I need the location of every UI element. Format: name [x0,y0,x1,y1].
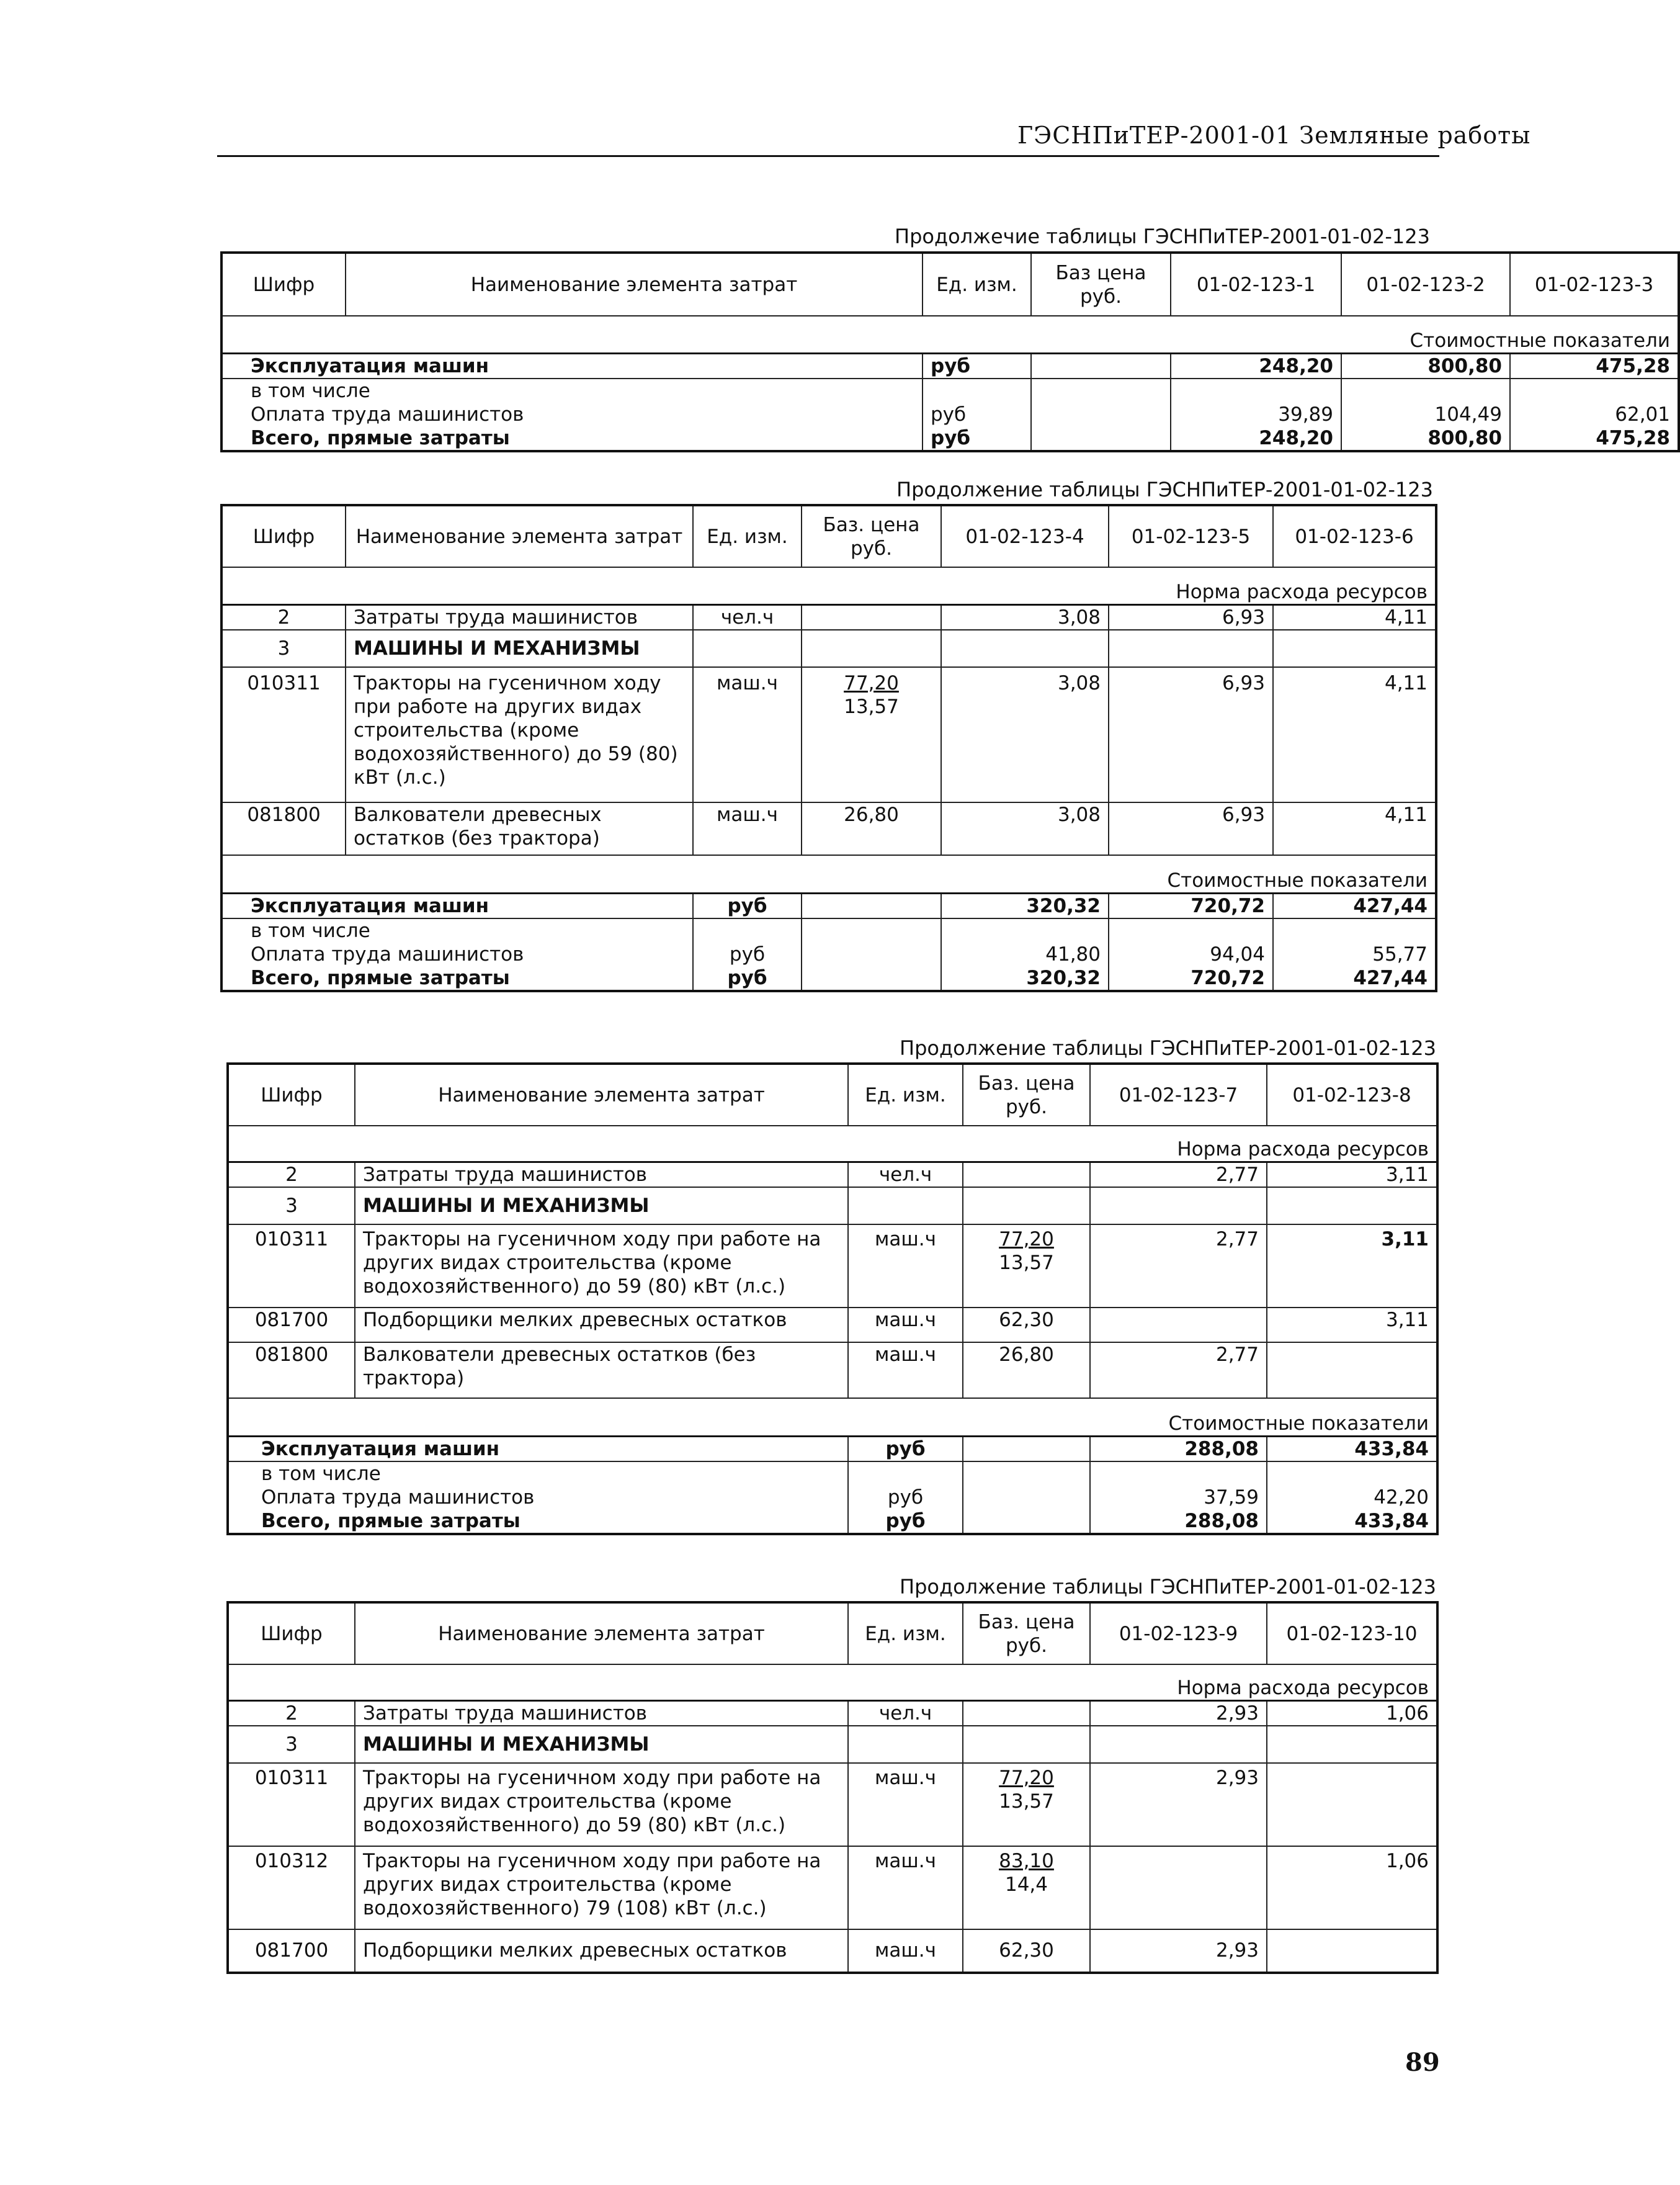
unit: чел.ч [693,604,802,630]
section-title: МАШИНЫ И МЕХАНИЗМЫ [346,630,693,667]
table-2 [220,504,1437,992]
row-name: Подборщики мелких древесных остатков [355,1308,848,1342]
col-price-header: Баз цена руб. [1031,253,1171,316]
row-code: 081700 [228,1308,355,1342]
row-code: 3 [228,1187,355,1224]
price: 26,80 [802,802,941,855]
price-salary: 14,4 [1004,1873,1048,1896]
unit: руб [693,943,802,966]
value: 288,08 [1090,1437,1267,1462]
col-header: 01-02-123-8 [1267,1064,1437,1126]
col-name-header: Наименование элемента затрат [346,505,693,567]
value: 104,49 [1341,403,1510,426]
value: 1,06 [1267,1846,1437,1929]
value: 4,11 [1273,802,1436,855]
table-4-caption: Продолжение таблицы ГЭСНПиТЕР-2001-01-02-123 [900,1575,1436,1599]
value: 3,08 [941,604,1109,630]
unit: руб [923,353,1031,379]
col-code-header: Шифр [228,1064,355,1126]
row-code: 081800 [228,1342,355,1398]
col-unit-header: Ед. изм. [848,1602,963,1664]
row-name: Валкователи древесных остатков (без трактора) [346,802,693,855]
row-name: Затраты труда машинистов [355,1700,848,1726]
price: 62,30 [963,1308,1090,1342]
value [1267,1929,1437,1973]
value: 248,20 [1171,426,1341,451]
col-header: 01-02-123-2 [1341,253,1510,316]
unit: чел.ч [848,1700,963,1726]
value: 427,44 [1273,966,1436,991]
price: 62,30 [963,1929,1090,1973]
running-header: ГЭСНПиТЕР-2001-01 Земляные работы [1017,122,1531,149]
row-code: 3 [221,630,346,667]
unit: руб [693,894,802,919]
col-header: 01-02-123-7 [1090,1064,1267,1126]
row-name: Валкователи древесных остатков (без трактора) [355,1342,848,1398]
value: 41,80 [941,943,1109,966]
value: 475,28 [1510,353,1679,379]
price [1031,353,1171,379]
price: 26,80 [963,1342,1090,1398]
table-1-caption: Продолжечие таблицы ГЭСНПиТЕР-2001-01-02-123 [895,225,1430,248]
price: 77,20 [999,1766,1054,1789]
value: 37,59 [1090,1486,1267,1509]
exp-label: Эксплуатация машин [228,1437,848,1462]
value: 55,77 [1273,943,1436,966]
section-title: МАШИНЫ И МЕХАНИЗМЫ [355,1187,848,1224]
total-label: Всего, прямые затраты [221,426,923,451]
col-header: 01-02-123-1 [1171,253,1341,316]
value: 427,44 [1273,894,1436,919]
col-header: 01-02-123-4 [941,505,1109,567]
incl-label: в том числе [221,379,923,403]
table-3 [226,1062,1439,1535]
unit: руб [848,1509,963,1534]
total-label: Всего, прямые затраты [221,966,693,991]
col-name-header: Наименование элемента затрат [346,253,923,316]
value: 475,28 [1510,426,1679,451]
unit: руб [693,966,802,991]
col-header: 01-02-123-6 [1273,505,1436,567]
row-name: Подборщики мелких древесных остатков [355,1929,848,1973]
incl-label: в том числе [228,1461,848,1486]
value: 3,08 [941,802,1109,855]
value: 800,80 [1341,353,1510,379]
pay-label: Оплата труда машинистов [221,403,923,426]
value [1090,1308,1267,1342]
row-name: Тракторы на гусеничном ходу при работе на других видах строительства (кроме водохозяйственного) 79 (108) кВт (л.с.) [355,1846,848,1929]
value: 2,93 [1090,1700,1267,1726]
row-name: Тракторы на гусеничном ходу при работе на других видах строительства (кроме водохозяйственного) до 59 (80) кВт (л.с.) [355,1224,848,1308]
unit: маш.ч [693,667,802,802]
incl-label: в том числе [221,918,693,943]
unit: маш.ч [848,1224,963,1308]
col-name-header: Наименование элемента затрат [355,1064,848,1126]
value: 4,11 [1273,667,1436,802]
price: 77,20 [999,1227,1054,1250]
value: 3,11 [1267,1308,1437,1342]
value: 288,08 [1090,1509,1267,1534]
table-3-caption: Продолжение таблицы ГЭСНПиТЕР-2001-01-02-123 [900,1036,1436,1060]
value: 94,04 [1109,943,1273,966]
row-code: 010311 [228,1224,355,1308]
cost-section-header: Стоимостные показатели [221,316,1679,353]
col-unit-header: Ед. изм. [848,1064,963,1126]
value: 6,93 [1109,802,1273,855]
table-2-caption: Продолжение таблицы ГЭСНПиТЕР-2001-01-02-123 [896,478,1433,501]
unit: маш.ч [848,1342,963,1398]
value: 320,32 [941,894,1109,919]
row-name: Тракторы на гусеничном ходу при работе на других видах строительства (кроме водохозяйственного) до 59 (80) кВт (л.с.) [346,667,693,802]
col-header: 01-02-123-3 [1510,253,1679,316]
table-4 [226,1601,1439,1974]
value: 433,84 [1267,1509,1437,1534]
unit: маш.ч [693,802,802,855]
value: 248,20 [1171,353,1341,379]
value: 800,80 [1341,426,1510,451]
value: 3,11 [1267,1162,1437,1187]
col-code-header: Шифр [221,505,346,567]
col-price-header: Баз. цена руб. [963,1602,1090,1664]
value: 2,77 [1090,1162,1267,1187]
row-name: Затраты труда машинистов [355,1162,848,1187]
col-unit-header: Ед. изм. [693,505,802,567]
total-label: Всего, прямые затраты [228,1509,848,1534]
col-name-header: Наименование элемента затрат [355,1602,848,1664]
value: 42,20 [1267,1486,1437,1509]
unit: руб [923,403,1031,426]
col-price-header: Баз. цена руб. [802,505,941,567]
row-code: 010311 [221,667,346,802]
value: 4,11 [1273,604,1436,630]
value: 6,93 [1109,667,1273,802]
section-title: МАШИНЫ И МЕХАНИЗМЫ [355,1726,848,1763]
pay-label: Оплата труда машинистов [228,1486,848,1509]
row-code: 081800 [221,802,346,855]
norm-section-header: Норма расхода ресурсов [221,567,1436,604]
unit: маш.ч [848,1846,963,1929]
col-header: 01-02-123-9 [1090,1602,1267,1664]
row-code: 081700 [228,1929,355,1973]
row-code: 2 [228,1700,355,1726]
unit: маш.ч [848,1763,963,1846]
page-number: 89 [1405,2048,1440,2077]
norm-section-header: Норма расхода ресурсов [228,1664,1437,1700]
value: 3,11 [1267,1224,1437,1308]
col-unit-header: Ед. изм. [923,253,1031,316]
value: 3,08 [941,667,1109,802]
value [1267,1342,1437,1398]
unit: чел.ч [848,1162,963,1187]
unit: маш.ч [848,1308,963,1342]
unit: маш.ч [848,1929,963,1973]
value: 1,06 [1267,1700,1437,1726]
value: 6,93 [1109,604,1273,630]
unit: руб [923,426,1031,451]
price: 77,20 [844,671,899,694]
unit: руб [848,1437,963,1462]
value: 720,72 [1109,894,1273,919]
row-name: Тракторы на гусеничном ходу при работе на других видах строительства (кроме водохозяйственного) до 59 (80) кВт (л.с.) [355,1763,848,1846]
unit: руб [848,1486,963,1509]
row-name: Затраты труда машинистов [346,604,693,630]
value: 320,32 [941,966,1109,991]
value: 2,93 [1090,1763,1267,1846]
row-code: 010312 [228,1846,355,1929]
col-code-header: Шифр [228,1602,355,1664]
header-rule [217,155,1439,157]
norm-section-header: Норма расхода ресурсов [228,1126,1437,1162]
row-code: 2 [228,1162,355,1187]
value [1090,1846,1267,1929]
price-salary: 13,57 [999,1251,1054,1274]
col-price-header: Баз. цена руб. [963,1064,1090,1126]
row-code: 010311 [228,1763,355,1846]
row-code: 3 [228,1726,355,1763]
col-header: 01-02-123-5 [1109,505,1273,567]
value: 2,77 [1090,1342,1267,1398]
table-1 [220,251,1680,452]
col-header: 01-02-123-10 [1267,1602,1437,1664]
price: 83,10 [999,1849,1054,1872]
cost-section-header: Стоимостные показатели [221,855,1436,894]
value: 2,93 [1090,1929,1267,1973]
value: 720,72 [1109,966,1273,991]
exp-label: Эксплуатация машин [221,353,923,379]
price-salary: 13,57 [999,1790,1054,1813]
exp-label: Эксплуатация машин [221,894,693,919]
value: 62,01 [1510,403,1679,426]
value: 39,89 [1171,403,1341,426]
price-salary: 13,57 [844,695,899,718]
value: 2,77 [1090,1224,1267,1308]
cost-section-header: Стоимостные показатели [228,1398,1437,1437]
col-code-header: Шифр [221,253,346,316]
value: 433,84 [1267,1437,1437,1462]
pay-label: Оплата труда машинистов [221,943,693,966]
row-code: 2 [221,604,346,630]
value [1267,1763,1437,1846]
